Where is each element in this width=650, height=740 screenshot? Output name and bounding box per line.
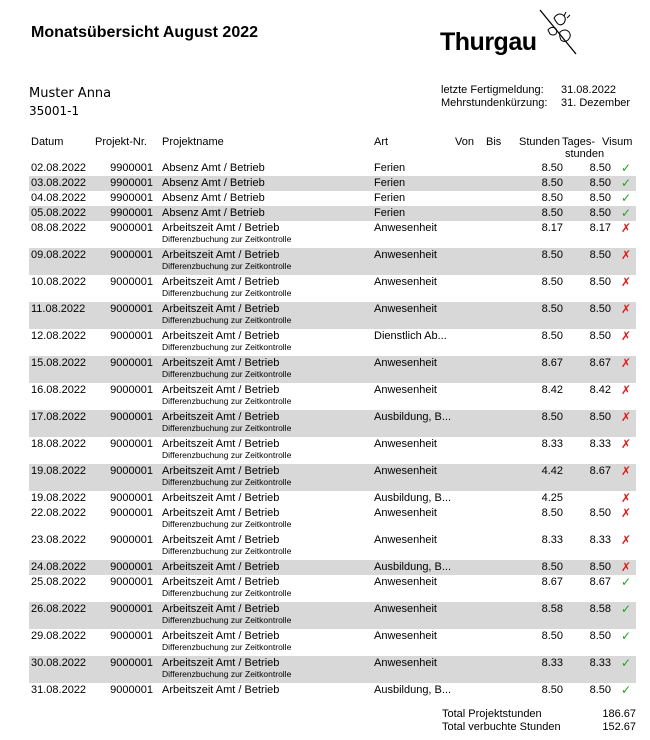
- row-stunden: 8.58: [541, 603, 563, 615]
- row-art: Anwesenheit: [374, 507, 437, 519]
- header-art: Art: [374, 136, 389, 148]
- row-project-nr: 9000001: [110, 357, 153, 369]
- row-subtitle: Differenzbuchung zur Zeitkontrolle: [162, 234, 292, 244]
- row-art: Ausbildung, B...: [374, 411, 452, 423]
- visum-cross-icon: ✗: [620, 560, 632, 574]
- row-tagesstunden: 8.50: [589, 303, 611, 315]
- row-subtitle: Differenzbuchung zur Zeitkontrolle: [162, 423, 292, 433]
- row-project-nr: 9000001: [110, 534, 153, 546]
- row-art: Ausbildung, B...: [374, 561, 452, 573]
- row-art: Ferien: [374, 207, 406, 219]
- visum-check-icon: ✓: [620, 191, 632, 205]
- row-stunden: 8.50: [541, 207, 563, 219]
- row-project-name: Absenz Amt / Betrieb: [162, 162, 265, 174]
- row-subtitle: Differenzbuchung zur Zeitkontrolle: [162, 450, 292, 460]
- row-art: Anwesenheit: [374, 438, 437, 450]
- row-tagesstunden: 8.42: [589, 384, 611, 396]
- visum-check-icon: ✓: [620, 176, 632, 190]
- visum-cross-icon: ✗: [620, 275, 632, 289]
- row-stunden: 8.17: [541, 222, 563, 234]
- table-row: [29, 656, 636, 683]
- visum-check-icon: ✓: [620, 161, 632, 175]
- row-art: Anwesenheit: [374, 576, 437, 588]
- row-project-name: Arbeitszeit Amt / Betrieb: [162, 576, 280, 588]
- row-project-nr: 9000001: [110, 684, 153, 696]
- row-project-nr: 9000001: [110, 411, 153, 423]
- row-art: Anwesenheit: [374, 657, 437, 669]
- row-stunden: 8.33: [541, 438, 563, 450]
- row-stunden: 8.50: [541, 330, 563, 342]
- row-tagesstunden: 8.50: [589, 162, 611, 174]
- visum-check-icon: ✓: [620, 602, 632, 616]
- table-row: [29, 464, 636, 491]
- row-project-nr: 9900001: [110, 192, 153, 204]
- row-date: 19.08.2022: [31, 492, 87, 504]
- row-date: 09.08.2022: [31, 249, 87, 261]
- row-project-nr: 9000001: [110, 561, 153, 573]
- row-project-name: Arbeitszeit Amt / Betrieb: [162, 438, 280, 450]
- visum-cross-icon: ✗: [620, 302, 632, 316]
- row-project-nr: 9000001: [110, 603, 153, 615]
- row-stunden: 8.50: [541, 276, 563, 288]
- fertigmeldung-value: 31.08.2022: [561, 84, 617, 96]
- row-subtitle: Differenzbuchung zur Zeitkontrolle: [162, 369, 292, 379]
- row-tagesstunden: 8.50: [589, 684, 611, 696]
- visum-cross-icon: ✗: [620, 383, 632, 397]
- row-tagesstunden: 8.50: [589, 207, 611, 219]
- total-projektstunden-label: Total Projektstunden: [442, 708, 542, 720]
- row-project-name: Arbeitszeit Amt / Betrieb: [162, 276, 280, 288]
- row-subtitle: Differenzbuchung zur Zeitkontrolle: [162, 477, 292, 487]
- logo-text: Thurgau: [440, 28, 537, 56]
- visum-cross-icon: ✗: [620, 437, 632, 451]
- row-date: 19.08.2022: [31, 465, 87, 477]
- row-date: 26.08.2022: [31, 603, 87, 615]
- row-subtitle: Differenzbuchung zur Zeitkontrolle: [162, 642, 292, 652]
- visum-check-icon: ✓: [620, 683, 632, 697]
- table-row: [29, 206, 636, 221]
- row-project-nr: 9000001: [110, 438, 153, 450]
- row-tagesstunden: 8.17: [589, 222, 611, 234]
- table-row: [29, 683, 636, 698]
- row-art: Anwesenheit: [374, 222, 437, 234]
- row-date: 23.08.2022: [31, 534, 87, 546]
- row-project-nr: 9000001: [110, 657, 153, 669]
- row-subtitle: Differenzbuchung zur Zeitkontrolle: [162, 396, 292, 406]
- row-project-name: Arbeitszeit Amt / Betrieb: [162, 603, 280, 615]
- row-project-nr: 9000001: [110, 465, 153, 477]
- lion-coat-of-arms-icon: [536, 8, 578, 56]
- header-projektname: Projektname: [162, 136, 224, 148]
- row-project-nr: 9900001: [110, 162, 153, 174]
- header-projekt-nr: Projekt-Nr.: [95, 136, 147, 148]
- visum-cross-icon: ✗: [620, 221, 632, 235]
- row-date: 22.08.2022: [31, 507, 87, 519]
- visum-cross-icon: ✗: [620, 356, 632, 370]
- row-tagesstunden: 8.50: [589, 192, 611, 204]
- row-project-nr: 9000001: [110, 507, 153, 519]
- total-verbucht-label: Total verbuchte Stunden: [442, 721, 561, 733]
- mehrstunden-value: 31. Dezember: [561, 97, 631, 109]
- header-von: Von: [455, 136, 474, 148]
- total-projektstunden-value: 186.67: [602, 708, 636, 720]
- row-tagesstunden: 8.50: [589, 177, 611, 189]
- row-project-name: Arbeitszeit Amt / Betrieb: [162, 357, 280, 369]
- row-project-name: Arbeitszeit Amt / Betrieb: [162, 507, 280, 519]
- row-date: 15.08.2022: [31, 357, 87, 369]
- row-tagesstunden: 8.33: [589, 657, 611, 669]
- row-date: 24.08.2022: [31, 561, 87, 573]
- row-project-nr: 9000001: [110, 276, 153, 288]
- row-subtitle: Differenzbuchung zur Zeitkontrolle: [162, 669, 292, 679]
- fertigmeldung-label: letzte Fertigmeldung:: [441, 84, 544, 96]
- table-row: [29, 629, 636, 656]
- row-project-nr: 9000001: [110, 630, 153, 642]
- row-date: 17.08.2022: [31, 411, 87, 423]
- header-visum: Visum: [602, 136, 633, 148]
- row-project-nr: 9000001: [110, 222, 153, 234]
- row-tagesstunden: 8.58: [589, 603, 611, 615]
- row-project-name: Arbeitszeit Amt / Betrieb: [162, 303, 280, 315]
- row-date: 04.08.2022: [31, 192, 87, 204]
- header-tages: Tages-: [562, 136, 596, 148]
- row-art: Anwesenheit: [374, 303, 437, 315]
- row-project-name: Absenz Amt / Betrieb: [162, 207, 265, 219]
- table-row: [29, 329, 636, 356]
- row-stunden: 8.50: [541, 192, 563, 204]
- row-project-name: Arbeitszeit Amt / Betrieb: [162, 465, 280, 477]
- row-tagesstunden: 8.50: [589, 507, 611, 519]
- visum-cross-icon: ✗: [620, 464, 632, 478]
- row-project-name: Arbeitszeit Amt / Betrieb: [162, 330, 280, 342]
- visum-cross-icon: ✗: [620, 533, 632, 547]
- row-art: Anwesenheit: [374, 249, 437, 261]
- visum-cross-icon: ✗: [620, 248, 632, 262]
- row-stunden: 8.50: [541, 630, 563, 642]
- visum-check-icon: ✓: [620, 206, 632, 220]
- thurgau-logo: [440, 8, 570, 58]
- row-stunden: 4.42: [541, 465, 563, 477]
- employee-id: 35001-1: [29, 104, 80, 118]
- row-date: 29.08.2022: [31, 630, 87, 642]
- row-tagesstunden: 8.67: [589, 357, 611, 369]
- row-tagesstunden: 8.33: [589, 438, 611, 450]
- row-project-name: Arbeitszeit Amt / Betrieb: [162, 249, 280, 261]
- row-project-name: Arbeitszeit Amt / Betrieb: [162, 534, 280, 546]
- row-subtitle: Differenzbuchung zur Zeitkontrolle: [162, 342, 292, 352]
- row-stunden: 8.42: [541, 384, 563, 396]
- table-row: [29, 176, 636, 191]
- table-row: [29, 506, 636, 533]
- row-date: 18.08.2022: [31, 438, 87, 450]
- row-stunden: 8.50: [541, 177, 563, 189]
- row-tagesstunden: 8.50: [589, 276, 611, 288]
- row-art: Anwesenheit: [374, 630, 437, 642]
- total-verbucht-value: 152.67: [602, 721, 636, 733]
- row-art: Anwesenheit: [374, 384, 437, 396]
- visum-check-icon: ✓: [620, 629, 632, 643]
- row-subtitle: Differenzbuchung zur Zeitkontrolle: [162, 519, 292, 529]
- row-stunden: 8.50: [541, 561, 563, 573]
- time-table: [29, 161, 637, 698]
- table-row: [29, 275, 636, 302]
- table-row: [29, 602, 636, 629]
- row-project-nr: 9000001: [110, 492, 153, 504]
- header-datum: Datum: [31, 136, 64, 148]
- row-stunden: 8.50: [541, 162, 563, 174]
- row-date: 08.08.2022: [31, 222, 87, 234]
- row-stunden: 8.50: [541, 303, 563, 315]
- row-stunden: 8.67: [541, 357, 563, 369]
- row-art: Anwesenheit: [374, 603, 437, 615]
- row-stunden: 4.25: [541, 492, 563, 504]
- mehrstunden-label: Mehrstundenkürzung:: [441, 97, 548, 109]
- visum-cross-icon: ✗: [620, 491, 632, 505]
- row-stunden: 8.50: [541, 411, 563, 423]
- row-stunden: 8.33: [541, 534, 563, 546]
- row-project-name: Arbeitszeit Amt / Betrieb: [162, 411, 280, 423]
- row-project-name: Arbeitszeit Amt / Betrieb: [162, 630, 280, 642]
- row-project-nr: 9900001: [110, 177, 153, 189]
- row-project-name: Arbeitszeit Amt / Betrieb: [162, 384, 280, 396]
- visum-cross-icon: ✗: [620, 410, 632, 424]
- row-project-name: Arbeitszeit Amt / Betrieb: [162, 657, 280, 669]
- row-subtitle: Differenzbuchung zur Zeitkontrolle: [162, 546, 292, 556]
- row-art: Ferien: [374, 177, 406, 189]
- row-tagesstunden: 8.50: [589, 561, 611, 573]
- row-project-name: Absenz Amt / Betrieb: [162, 177, 265, 189]
- row-art: Ferien: [374, 162, 406, 174]
- row-date: 03.08.2022: [31, 177, 87, 189]
- header-stunden: Stunden: [519, 136, 560, 148]
- row-stunden: 8.50: [541, 507, 563, 519]
- row-art: Ferien: [374, 192, 406, 204]
- row-date: 11.08.2022: [31, 303, 86, 315]
- row-date: 25.08.2022: [31, 576, 87, 588]
- row-tagesstunden: 8.50: [589, 249, 611, 261]
- row-subtitle: Differenzbuchung zur Zeitkontrolle: [162, 315, 292, 325]
- row-project-nr: 9000001: [110, 249, 153, 261]
- visum-cross-icon: ✗: [620, 329, 632, 343]
- table-row: [29, 575, 636, 602]
- row-subtitle: Differenzbuchung zur Zeitkontrolle: [162, 288, 292, 298]
- row-tagesstunden: 8.67: [589, 465, 611, 477]
- table-row: [29, 302, 636, 329]
- table-row: [29, 191, 636, 206]
- table-row: [29, 491, 636, 506]
- table-row: [29, 437, 636, 464]
- row-project-name: Arbeitszeit Amt / Betrieb: [162, 492, 280, 504]
- row-subtitle: Differenzbuchung zur Zeitkontrolle: [162, 588, 292, 598]
- row-stunden: 8.33: [541, 657, 563, 669]
- row-art: Dienstlich Ab...: [374, 330, 447, 342]
- row-date: 05.08.2022: [31, 207, 87, 219]
- row-art: Anwesenheit: [374, 357, 437, 369]
- visum-check-icon: ✓: [620, 575, 632, 589]
- row-project-name: Arbeitszeit Amt / Betrieb: [162, 222, 280, 234]
- row-date: 16.08.2022: [31, 384, 87, 396]
- row-date: 10.08.2022: [31, 276, 87, 288]
- row-tagesstunden: 8.50: [589, 630, 611, 642]
- row-subtitle: Differenzbuchung zur Zeitkontrolle: [162, 615, 292, 625]
- row-stunden: 8.50: [541, 249, 563, 261]
- row-project-nr: 9000001: [110, 303, 153, 315]
- row-art: Anwesenheit: [374, 276, 437, 288]
- header-stunden-2: stunden: [565, 148, 605, 160]
- row-date: 31.08.2022: [31, 684, 87, 696]
- table-row: [29, 533, 636, 560]
- table-row: [29, 383, 636, 410]
- table-row: [29, 410, 636, 437]
- row-date: 30.08.2022: [31, 657, 87, 669]
- row-date: 02.08.2022: [31, 162, 87, 174]
- table-row: [29, 560, 636, 575]
- row-subtitle: Differenzbuchung zur Zeitkontrolle: [162, 261, 292, 271]
- row-project-name: Arbeitszeit Amt / Betrieb: [162, 684, 280, 696]
- row-project-name: Absenz Amt / Betrieb: [162, 192, 265, 204]
- table-row: [29, 356, 636, 383]
- table-row: [29, 161, 636, 176]
- row-project-nr: 9900001: [110, 207, 153, 219]
- header-bis: Bis: [486, 136, 502, 148]
- row-project-nr: 9000001: [110, 384, 153, 396]
- row-tagesstunden: 8.50: [589, 330, 611, 342]
- row-project-nr: 9000001: [110, 576, 153, 588]
- row-project-nr: 9000001: [110, 330, 153, 342]
- row-tagesstunden: 8.33: [589, 534, 611, 546]
- row-stunden: 8.50: [541, 684, 563, 696]
- row-date: 12.08.2022: [31, 330, 87, 342]
- visum-check-icon: ✓: [620, 656, 632, 670]
- row-tagesstunden: 8.50: [589, 411, 611, 423]
- row-tagesstunden: 8.67: [589, 576, 611, 588]
- employee-name: Muster Anna: [29, 86, 112, 101]
- row-project-name: Arbeitszeit Amt / Betrieb: [162, 561, 280, 573]
- row-art: Anwesenheit: [374, 534, 437, 546]
- visum-cross-icon: ✗: [620, 506, 632, 520]
- row-art: Ausbildung, B...: [374, 684, 452, 696]
- table-row: [29, 248, 636, 275]
- page-title: Monatsübersicht August 2022: [31, 24, 259, 41]
- table-row: [29, 221, 636, 248]
- row-art: Anwesenheit: [374, 465, 437, 477]
- row-stunden: 8.67: [541, 576, 563, 588]
- row-art: Ausbildung, B...: [374, 492, 452, 504]
